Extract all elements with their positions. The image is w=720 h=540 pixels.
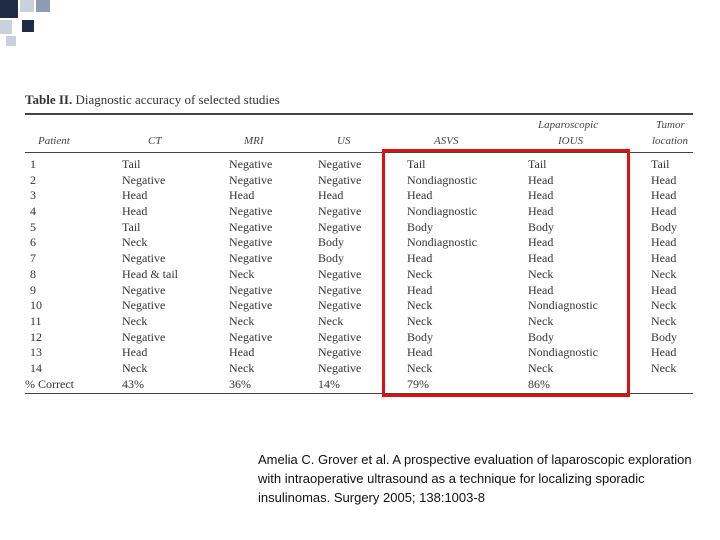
cell-ct: Head	[122, 345, 148, 360]
cell-us: Negative	[318, 266, 362, 281]
decor-square	[36, 0, 50, 12]
cell-ct: Negative	[122, 172, 166, 187]
cell-ious: Neck	[528, 313, 554, 328]
cell-tumor: Neck	[651, 266, 677, 281]
header-tumor-line1: Tumor	[656, 119, 685, 131]
cell-ious: Body	[528, 219, 555, 234]
cell-ious: Head	[528, 251, 554, 266]
cell-us: Negative	[318, 204, 362, 219]
cell-us: Negative	[318, 345, 362, 360]
cell-asvs: Tail	[407, 157, 426, 171]
cell-patient: 8	[30, 266, 36, 281]
cell-ct: Tail	[122, 219, 141, 234]
header-patient: Patient	[38, 135, 70, 147]
cell-ious: Body	[528, 329, 555, 344]
cell-patient: 10	[30, 298, 42, 313]
cell-patient: 9	[30, 282, 36, 297]
cell-mri: Negative	[229, 219, 273, 234]
cell-us: Negative	[318, 172, 362, 187]
cell-mri: Neck	[229, 266, 255, 281]
cell-ious: Head	[528, 235, 554, 250]
cell-mri: Neck	[229, 360, 255, 375]
cell-us: Body	[318, 235, 345, 250]
cell-us: Negative	[318, 157, 362, 171]
cell-ct: Neck	[122, 235, 148, 250]
header-tumor-line2: location	[652, 135, 689, 147]
cell-mri: Negative	[229, 157, 273, 171]
cell-us: Negative	[318, 329, 362, 344]
header-ious-line2: IOUS	[558, 135, 584, 147]
cell-us: Head	[318, 188, 344, 203]
citation-text: Amelia C. Grover et al. A prospective evaluation of laparoscopic exploration with intraoperative ultrasound as a technique for localizing sporadic insulinomas. Surgery 2005; 138:1003-8	[258, 452, 692, 505]
cell-tumor: Neck	[651, 360, 677, 375]
cell-tumor: Head	[651, 204, 677, 219]
cell-tumor: Tail	[651, 157, 670, 171]
cell-mri: Negative	[229, 235, 273, 250]
cell-ct: Negative	[122, 251, 166, 266]
table-caption: Diagnostic accuracy of selected studies	[75, 92, 280, 107]
cell-mri: Negative	[229, 204, 273, 219]
highlight-box	[382, 149, 630, 397]
cell-asvs: Neck	[407, 360, 433, 375]
cell-ct: Negative	[122, 282, 166, 297]
cell-patient: 13	[30, 345, 42, 360]
summary-ious: 86%	[528, 376, 550, 391]
cell-patient: 3	[30, 188, 36, 203]
summary-ct: 43%	[122, 376, 144, 391]
cell-mri: Negative	[229, 329, 273, 344]
cell-ious: Head	[528, 188, 554, 203]
cell-patient: 1	[30, 157, 36, 171]
summary-label: % Correct	[25, 376, 74, 391]
cell-asvs: Neck	[407, 266, 433, 281]
cell-tumor: Body	[651, 219, 678, 234]
cell-ious: Head	[528, 282, 554, 297]
cell-mri: Negative	[229, 282, 273, 297]
cell-ious: Tail	[528, 157, 547, 171]
header-ct: CT	[148, 135, 162, 147]
cell-mri: Neck	[229, 313, 255, 328]
cell-asvs: Body	[407, 219, 434, 234]
cell-us: Negative	[318, 298, 362, 313]
summary-mri: 36%	[229, 376, 251, 391]
cell-patient: 12	[30, 329, 42, 344]
cell-tumor: Head	[651, 282, 677, 297]
cell-asvs: Head	[407, 251, 433, 266]
header-mri: MRI	[244, 135, 264, 147]
cell-mri: Negative	[229, 172, 273, 187]
table-title	[25, 92, 280, 108]
decor-square	[20, 0, 34, 12]
cell-tumor: Head	[651, 251, 677, 266]
cell-patient: 2	[30, 172, 36, 187]
cell-asvs: Head	[407, 282, 433, 297]
cell-ct: Tail	[122, 157, 141, 171]
cell-tumor: Neck	[651, 313, 677, 328]
table-header	[0, 118, 720, 152]
cell-tumor: Head	[651, 188, 677, 203]
cell-tumor: Head	[651, 345, 677, 360]
table-number: Table II.	[25, 92, 73, 107]
cell-us: Negative	[318, 282, 362, 297]
cell-asvs: Nondiagnostic	[407, 204, 477, 219]
decor-square	[0, 20, 12, 34]
cell-ious: Nondiagnostic	[528, 345, 598, 360]
decor-square	[0, 0, 18, 18]
cell-ious: Nondiagnostic	[528, 298, 598, 313]
top-rule	[25, 113, 693, 115]
cell-asvs: Neck	[407, 298, 433, 313]
cell-asvs: Neck	[407, 313, 433, 328]
cell-patient: 6	[30, 235, 36, 250]
cell-mri: Negative	[229, 251, 273, 266]
cell-ious: Neck	[528, 360, 554, 375]
cell-patient: 5	[30, 219, 36, 234]
cell-asvs: Head	[407, 188, 433, 203]
cell-asvs: Nondiagnostic	[407, 172, 477, 187]
cell-asvs: Body	[407, 329, 434, 344]
summary-us: 14%	[318, 376, 340, 391]
cell-ct: Head & tail	[122, 266, 178, 281]
cell-us: Neck	[318, 313, 344, 328]
cell-us: Negative	[318, 360, 362, 375]
cell-tumor: Neck	[651, 298, 677, 313]
cell-ct: Head	[122, 188, 148, 203]
cell-asvs: Head	[407, 345, 433, 360]
cell-tumor: Body	[651, 329, 678, 344]
cell-patient: 4	[30, 204, 36, 219]
decor-square	[6, 36, 16, 46]
cell-ct: Negative	[122, 329, 166, 344]
cell-ct: Head	[122, 204, 148, 219]
header-asvs: ASVS	[434, 135, 459, 147]
cell-ious: Head	[528, 204, 554, 219]
cell-ct: Negative	[122, 298, 166, 313]
cell-patient: 11	[30, 313, 42, 328]
cell-tumor: Head	[651, 235, 677, 250]
cell-us: Body	[318, 251, 345, 266]
cell-ious: Head	[528, 172, 554, 187]
cell-ious: Neck	[528, 266, 554, 281]
header-us: US	[337, 135, 351, 147]
cell-mri: Negative	[229, 298, 273, 313]
cell-asvs: Nondiagnostic	[407, 235, 477, 250]
cell-us: Negative	[318, 219, 362, 234]
header-ious-line1: Laparoscopic	[538, 119, 599, 131]
summary-asvs: 79%	[407, 376, 429, 391]
cell-patient: 14	[30, 360, 42, 375]
cell-tumor: Head	[651, 172, 677, 187]
cell-ct: Neck	[122, 313, 148, 328]
cell-ct: Neck	[122, 360, 148, 375]
cell-patient: 7	[30, 251, 36, 266]
decor-square	[22, 20, 34, 32]
cell-mri: Head	[229, 188, 255, 203]
cell-mri: Head	[229, 345, 255, 360]
